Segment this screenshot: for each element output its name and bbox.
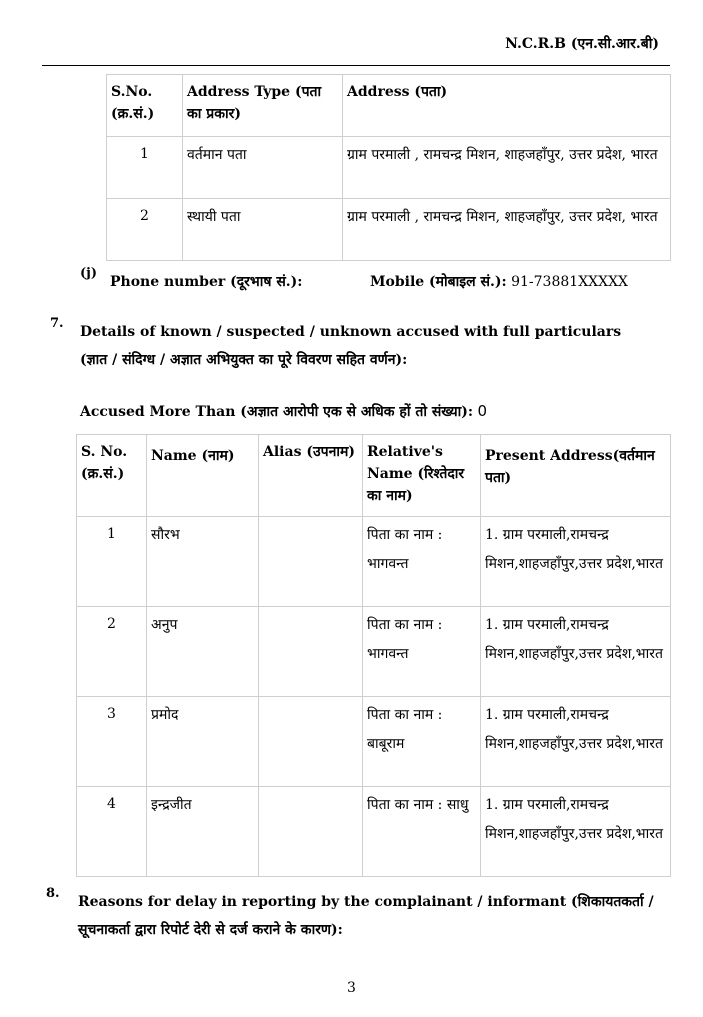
accused-relative: पिता का नाम : भागवन्त bbox=[363, 607, 481, 697]
section7-number: 7. bbox=[50, 316, 64, 331]
accused-table-header bbox=[77, 435, 671, 517]
accused-alias bbox=[259, 787, 363, 877]
mobile-value: 91-73881XXXXX bbox=[511, 274, 629, 290]
phone-marker: (j) bbox=[80, 266, 98, 281]
accused-name: सौरभ bbox=[147, 517, 259, 607]
accused-header-relative: Relative's Name (रिश्तेदार का नाम) bbox=[363, 435, 481, 517]
address-type: स्थायी पता bbox=[183, 199, 343, 261]
accused-address: 1. ग्राम परमाली,रामचन्द्र मिशन,शाहजहाँपुर,उत्तर प्रदेश,भारत bbox=[481, 787, 671, 877]
accused-sno: 2 bbox=[77, 607, 147, 697]
address-sno: 1 bbox=[107, 137, 183, 199]
accused-name: इन्द्रजीत bbox=[147, 787, 259, 877]
table-row bbox=[77, 607, 671, 697]
accused-alias bbox=[259, 697, 363, 787]
accused-relative: पिता का नाम : साधु bbox=[363, 787, 481, 877]
header-org: N.C.R.B (एन.सी.आर.बी) bbox=[505, 36, 659, 52]
accused-name: प्रमोद bbox=[147, 697, 259, 787]
mobile-field bbox=[370, 272, 628, 291]
accused-sno: 1 bbox=[77, 517, 147, 607]
table-row bbox=[77, 697, 671, 787]
accused-header-address: Present Address(वर्तमान पता) bbox=[481, 435, 671, 517]
address-table bbox=[106, 74, 671, 261]
address-header-sno: S.No. (क्र.सं.) bbox=[107, 75, 183, 137]
accused-more-value: 0 bbox=[477, 402, 488, 420]
accused-header-alias: Alias (उपनाम) bbox=[259, 435, 363, 517]
accused-address: 1. ग्राम परमाली,रामचन्द्र मिशन,शाहजहाँपुर,उत्तर प्रदेश,भारत bbox=[481, 517, 671, 607]
page-number: 3 bbox=[347, 980, 356, 996]
accused-sno: 4 bbox=[77, 787, 147, 877]
header-rule bbox=[42, 65, 670, 66]
section8-title: Reasons for delay in reporting by the complainant / informant (शिकायतकर्ता / सूचनाकर्ता द्वारा रिपोर्ट देरी से दर्ज कराने के कारण): bbox=[78, 894, 654, 938]
address-sno: 2 bbox=[107, 199, 183, 261]
section8-number: 8. bbox=[46, 886, 60, 901]
address-header-type: Address Type (पता का प्रकार) bbox=[183, 75, 343, 137]
section7-title: Details of known / suspected / unknown accused with full particulars (ज्ञात / संदिग्ध / अज्ञात अभियुक्त का पूरे विवरण सहित वर्णन): bbox=[80, 324, 622, 368]
address-value: ग्राम परमाली , रामचन्द्र मिशन, शाहजहाँपुर, उत्तर प्रदेश, भारत bbox=[343, 137, 671, 199]
address-type: वर्तमान पता bbox=[183, 137, 343, 199]
address-table-header bbox=[107, 75, 671, 137]
accused-relative: पिता का नाम : भागवन्त bbox=[363, 517, 481, 607]
table-row bbox=[107, 137, 671, 199]
phone-label: Phone number (दूरभाष सं.): bbox=[110, 274, 303, 290]
accused-address: 1. ग्राम परमाली,रामचन्द्र मिशन,शाहजहाँपुर,उत्तर प्रदेश,भारत bbox=[481, 697, 671, 787]
accused-alias bbox=[259, 517, 363, 607]
accused-name: अनुप bbox=[147, 607, 259, 697]
accused-header-sno: S. No. (क्र.सं.) bbox=[77, 435, 147, 517]
table-row bbox=[77, 517, 671, 607]
accused-table bbox=[76, 434, 671, 877]
mobile-label: Mobile (मोबाइल सं.): bbox=[370, 274, 507, 290]
accused-more-label: Accused More Than (अज्ञात आरोपी एक से अधिक हों तो संख्या): bbox=[80, 404, 474, 420]
address-header-address: Address (पता) bbox=[343, 75, 671, 137]
table-row bbox=[77, 787, 671, 877]
accused-header-name: Name (नाम) bbox=[147, 435, 259, 517]
accused-relative: पिता का नाम : बाबूराम bbox=[363, 697, 481, 787]
address-value: ग्राम परमाली , रामचन्द्र मिशन, शाहजहाँपुर, उत्तर प्रदेश, भारत bbox=[343, 199, 671, 261]
table-row bbox=[107, 199, 671, 261]
accused-more-field bbox=[80, 402, 487, 421]
accused-alias bbox=[259, 607, 363, 697]
accused-sno: 3 bbox=[77, 697, 147, 787]
accused-address: 1. ग्राम परमाली,रामचन्द्र मिशन,शाहजहाँपुर,उत्तर प्रदेश,भारत bbox=[481, 607, 671, 697]
